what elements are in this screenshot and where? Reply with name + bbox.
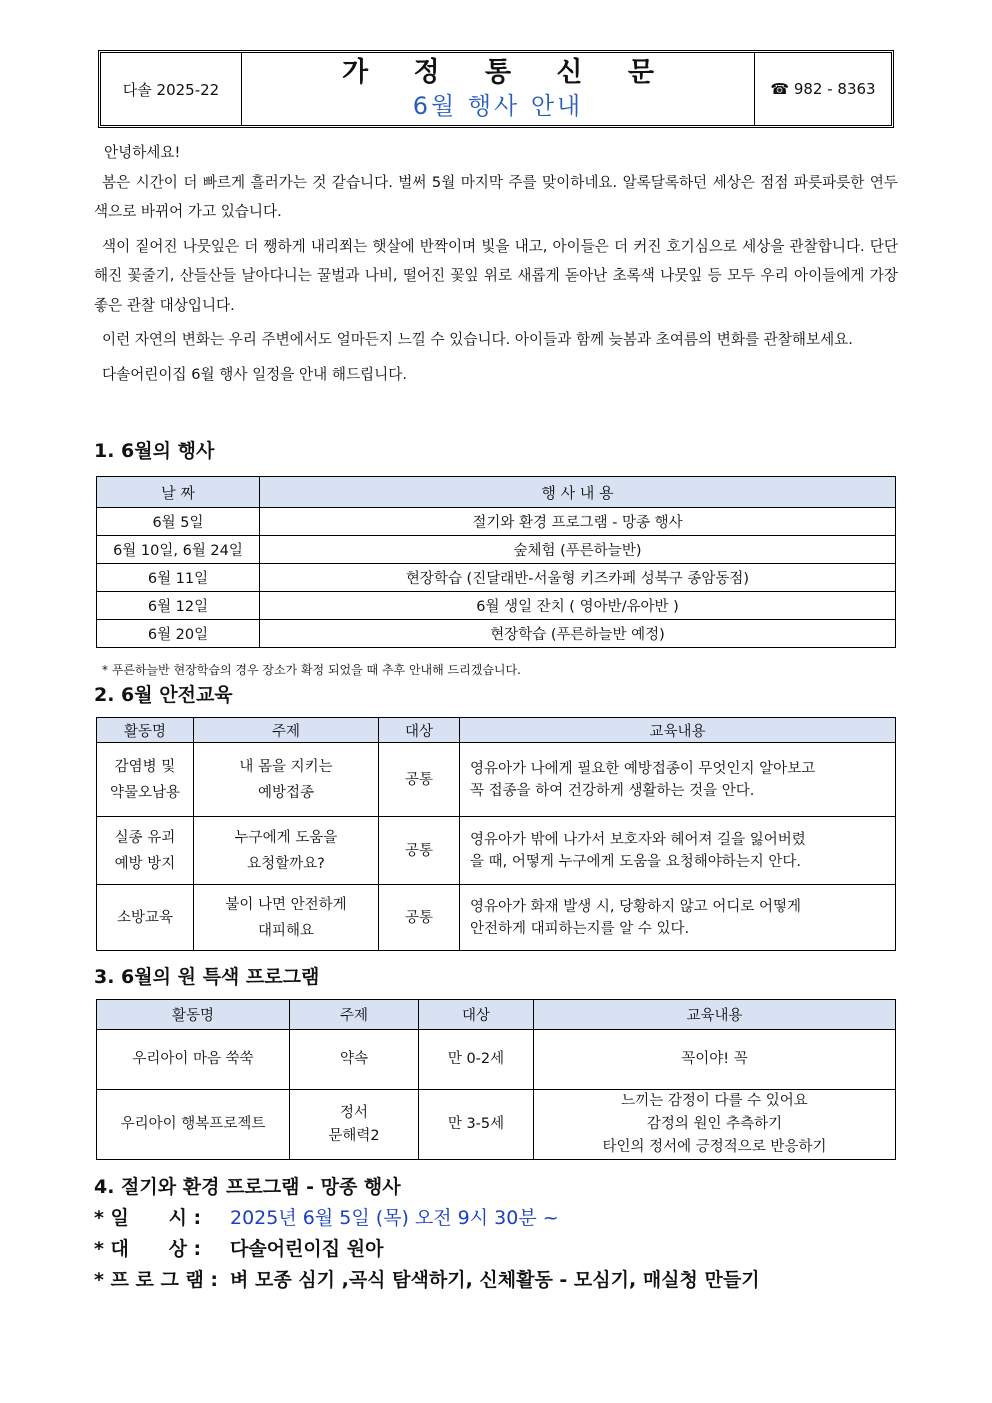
activity-content: 영유아가 화재 발생 시, 당황하지 않고 어디로 어떻게 안전하게 대피하는지를 알 수 있다. xyxy=(460,885,896,951)
table-header-row xyxy=(97,1000,896,1030)
table-row xyxy=(97,620,896,648)
program-name: 우리아이 마음 쑥쑥 xyxy=(97,1030,290,1090)
event-date-row xyxy=(94,1203,760,1234)
intro-paragraph-1: 봄은 시간이 더 빠르게 흘러가는 것 같습니다. 벌써 5월 마지막 주를 맞이하네요. 알록달록하던 세상은 점점 파릇파릇한 연두색으로 바뀌어 가고 있습니다. xyxy=(94,173,898,220)
phone-number: ☎ 982 - 8363 xyxy=(770,80,876,98)
event-program-label: * 프 로 그 램 : xyxy=(94,1269,219,1291)
table-header-row xyxy=(97,477,896,508)
newsletter-subtitle: 6월 행사 안내 xyxy=(412,92,584,120)
program-name: 우리아이 행복프로젝트 xyxy=(97,1090,290,1160)
activity-topic: 누구에게 도움을 요청할까요? xyxy=(194,817,379,885)
program-target: 만 0-2세 xyxy=(419,1030,534,1090)
activity-topic: 불이 나면 안전하게 대피해요 xyxy=(194,885,379,951)
section4-heading: 4. 절기와 환경 프로그램 - 망종 행사 xyxy=(94,1176,401,1198)
col-content-header: 교육내용 xyxy=(534,1000,896,1030)
event-date-value: 2025년 6월 5일 (목) 오전 9시 30분 ~ xyxy=(230,1207,559,1229)
event-program-value: 벼 모종 심기 ,곡식 탐색하기, 신체활동 - 모심기, 매실청 만들기 xyxy=(230,1269,760,1291)
section1-heading: 1. 6월의 행사 xyxy=(94,440,215,462)
intro-text xyxy=(94,138,898,389)
col-content-header: 교육내용 xyxy=(460,718,896,743)
header-title-block xyxy=(242,53,755,125)
table-row xyxy=(97,885,896,951)
activity-topic: 내 몸을 지키는 예방접종 xyxy=(194,743,379,817)
event-target-value: 다솔어린이집 원아 xyxy=(230,1238,384,1260)
event-date: 6월 11일 xyxy=(97,564,260,592)
event-target-label: * 대 상 : xyxy=(94,1238,202,1260)
col-date-header: 날 짜 xyxy=(97,477,260,508)
table-header-row xyxy=(97,718,896,743)
newsletter-title: 가 정 통 신 문 xyxy=(341,57,672,88)
activity-name: 소방교육 xyxy=(97,885,194,951)
col-topic-header: 주제 xyxy=(290,1000,419,1030)
col-topic-header: 주제 xyxy=(194,718,379,743)
event-date: 6월 5일 xyxy=(97,508,260,536)
issue-code: 다솔 2025-22 xyxy=(101,53,242,125)
table-row xyxy=(97,817,896,885)
table-row xyxy=(97,536,896,564)
table-row xyxy=(97,1030,896,1090)
event-content: 6월 생일 잔치 ( 영아반/유아반 ) xyxy=(260,592,896,620)
col-activity-header: 활동명 xyxy=(97,718,194,743)
activity-target: 공통 xyxy=(379,743,460,817)
program-target: 만 3-5세 xyxy=(419,1090,534,1160)
table-row xyxy=(97,564,896,592)
event-date: 6월 10일, 6월 24일 xyxy=(97,536,260,564)
table-row xyxy=(97,1090,896,1160)
newsletter-header xyxy=(98,50,894,128)
events-note: * 푸른하늘반 현장학습의 경우 장소가 확정 되었을 때 추후 안내해 드리겠습니다. xyxy=(102,663,521,677)
activity-name: 감염병 및 약물오남용 xyxy=(97,743,194,817)
activity-name: 실종 유괴 예방 방지 xyxy=(97,817,194,885)
col-target-header: 대상 xyxy=(379,718,460,743)
event-date: 6월 12일 xyxy=(97,592,260,620)
col-target-header: 대상 xyxy=(419,1000,534,1030)
col-activity-header: 활동명 xyxy=(97,1000,290,1030)
event-content: 현장학습 (진달래반-서울형 키즈카페 성북구 종암동점) xyxy=(260,564,896,592)
event-content: 절기와 환경 프로그램 - 망종 행사 xyxy=(260,508,896,536)
event-target-row xyxy=(94,1234,760,1265)
event-date-label: * 일 시 : xyxy=(94,1207,202,1229)
intro-paragraph-2: 색이 짙어진 나뭇잎은 더 쨍하게 내리쬐는 햇살에 반짝이며 빛을 내고, 아이들은 더 커진 호기심으로 세상을 관찰합니다. 단단해진 꽃줄기, 산들산들 날아다니는 꿀벌과 나비, 떨어진 꽃잎 위로 새롭게 돋아난 초록색 나뭇잎 등 모두 우리 아이들에게 가장 좋은 관찰 대상입니다. xyxy=(94,237,898,314)
intro-paragraph-3: 이런 자연의 변화는 우리 주변에서도 얼마든지 느낄 수 있습니다. 아이들과 함께 늦봄과 초여름의 변화를 관찰해보세요. xyxy=(102,331,853,348)
section2-heading: 2. 6월 안전교육 xyxy=(94,684,233,706)
event-date: 6월 20일 xyxy=(97,620,260,648)
program-topic: 정서 문해력2 xyxy=(290,1090,419,1160)
greeting: 안녕하세요! xyxy=(104,144,181,161)
event-content: 현장학습 (푸른하늘반 예정) xyxy=(260,620,896,648)
col-event-header: 행 사 내 용 xyxy=(260,477,896,508)
table-row xyxy=(97,508,896,536)
activity-target: 공통 xyxy=(379,885,460,951)
event-content: 숲체험 (푸른하늘반) xyxy=(260,536,896,564)
program-topic: 약속 xyxy=(290,1030,419,1090)
event-program-row xyxy=(94,1265,760,1296)
events-table xyxy=(96,476,896,648)
safety-education-table xyxy=(96,717,896,951)
special-program-table xyxy=(96,999,896,1160)
table-row xyxy=(97,592,896,620)
activity-content: 영유아가 나에게 필요한 예방접종이 무엇인지 알아보고 꼭 접종을 하여 건강하게 생활하는 것을 안다. xyxy=(460,743,896,817)
activity-target: 공통 xyxy=(379,817,460,885)
activity-content: 영유아가 밖에 나가서 보호자와 헤어져 길을 잃어버렸 을 때, 어떻게 누구에게 도움을 요청해야하는지 안다. xyxy=(460,817,896,885)
program-content: 느끼는 감정이 다를 수 있어요 감정의 원인 추측하기 타인의 정서에 긍정적으로 반응하기 xyxy=(534,1090,896,1160)
section3-heading: 3. 6월의 원 특색 프로그램 xyxy=(94,966,320,988)
table-row xyxy=(97,743,896,817)
program-content: 꼭이야! 꼭 xyxy=(534,1030,896,1090)
section4-block xyxy=(94,1172,760,1296)
intro-paragraph-4: 다솔어린이집 6월 행사 일정을 안내 해드립니다. xyxy=(102,365,407,383)
